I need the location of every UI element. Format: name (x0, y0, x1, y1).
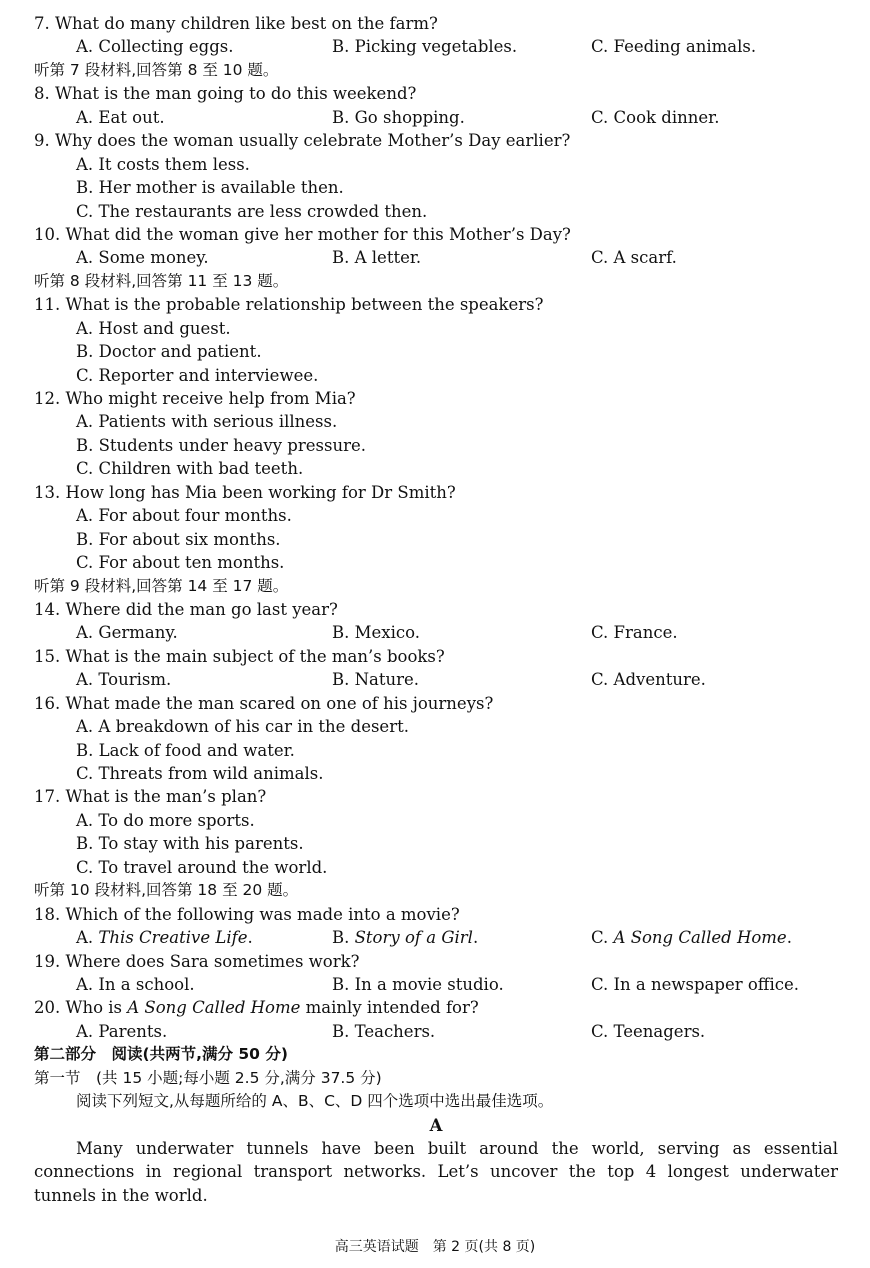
question-12: 12. Who might receive help from Mia? (34, 389, 356, 408)
option-a: A. For about four months. (76, 506, 292, 526)
option-b: B. Her mother is available then. (76, 178, 344, 198)
question-18: 18. Which of the following was made into a movie? (34, 904, 460, 924)
section-instruction-10: 听第 10 段材料,回答第 18 至 20 题。 (34, 881, 299, 900)
question-7: 7. What do many children like best on the farm? (34, 14, 438, 33)
section-instruction-9: 听第 9 段材料,回答第 14 至 17 题。 (34, 576, 289, 595)
option-b: B. To stay with his parents. (76, 834, 304, 854)
exam-page (34, 12, 838, 1207)
option-b: B. Students under heavy pressure. (76, 435, 366, 455)
option-c: C. Threats from wild animals. (76, 764, 324, 783)
option-c: C. In a newspaper office. (591, 974, 800, 994)
reading-instruction: 阅读下列短文,从每题所给的 A、B、C、D 四个选项中选出最佳选项。 (76, 1092, 554, 1111)
question-10: 10. What did the woman give her mother for this Mother’s Day? (34, 224, 571, 244)
passage-line: tunnels in the world. (34, 1185, 208, 1205)
options-20 (34, 1020, 838, 1043)
option-a: A. Collecting eggs. (76, 37, 234, 57)
option-c: C. Adventure. (591, 670, 706, 690)
passage-label: A (429, 1115, 443, 1135)
option-a: A. In a school. (76, 974, 195, 994)
option-b: B. Picking vegetables. (332, 37, 518, 57)
question-8: 8. What is the man going to do this weekend? (34, 84, 417, 104)
option-b: B. Teachers. (332, 1021, 436, 1041)
option-b: B. Story of a Girl. (332, 928, 479, 948)
question-19: 19. Where does Sara sometimes work? (34, 951, 360, 971)
question-14: 14. Where did the man go last year? (34, 599, 338, 619)
option-a: A. To do more sports. (76, 810, 255, 830)
options-7 (34, 35, 838, 58)
option-a: A. Tourism. (76, 670, 172, 690)
option-b: B. Go shopping. (332, 107, 465, 127)
options-18 (34, 926, 838, 949)
page-footer: 高三英语试题 第 2 页(共 8 页) (334, 1239, 536, 1255)
question-15: 15. What is the main subject of the man’s books? (34, 646, 445, 666)
option-c: C. The restaurants are less crowded then. (76, 201, 428, 221)
option-c: C. Teenagers. (591, 1021, 706, 1041)
option-c: C. Reporter and interviewee. (76, 365, 319, 385)
option-b: B. Doctor and patient. (76, 342, 262, 362)
passage-line: Many underwater tunnels have been built around the world, serving as essential (76, 1139, 838, 1158)
question-11: 11. What is the probable relationship between the speakers? (34, 295, 544, 315)
question-17: 17. What is the man’s plan? (34, 787, 267, 807)
option-a: A. Patients with serious illness. (76, 412, 338, 432)
option-c: C. For about ten months. (76, 553, 285, 573)
option-a: A. It costs them less. (76, 154, 250, 174)
option-c: C. A scarf. (591, 248, 677, 268)
option-a: A. Host and guest. (76, 318, 231, 338)
option-a: A. This Creative Life. (76, 928, 253, 948)
section-instruction-8: 听第 8 段材料,回答第 11 至 13 题。 (34, 271, 289, 290)
option-c: C. Children with bad teeth. (76, 459, 304, 479)
question-13: 13. How long has Mia been working for Dr Smith? (34, 482, 456, 502)
option-b: B. A letter. (332, 248, 422, 268)
options-19 (34, 973, 838, 996)
options-14 (34, 621, 838, 644)
question-20: 20. Who is A Song Called Home mainly intended for? (34, 998, 479, 1018)
option-b: B. Lack of food and water. (76, 740, 295, 760)
options-8 (34, 106, 838, 129)
options-15 (34, 668, 838, 691)
option-b: B. Mexico. (332, 623, 420, 643)
option-a: A. Germany. (76, 623, 178, 643)
section-instruction-7: 听第 7 段材料,回答第 8 至 10 题。 (34, 60, 279, 79)
option-b: B. For about six months. (76, 529, 281, 549)
option-a: A. Eat out. (76, 107, 165, 127)
question-16: 16. What made the man scared on one of his journeys? (34, 693, 494, 713)
passage-line: connections in regional transport networks. Let’s uncover the top 4 longest underwater (34, 1162, 838, 1182)
option-c: C. A Song Called Home. (591, 928, 792, 948)
option-a: A. A breakdown of his car in the desert. (76, 717, 409, 737)
option-b: B. Nature. (332, 670, 420, 690)
options-10 (34, 246, 838, 269)
question-9: 9. Why does the woman usually celebrate Mother’s Day earlier? (34, 131, 571, 151)
option-c: C. Cook dinner. (591, 107, 720, 127)
part-heading: 第二部分 阅读(共两节,满分 50 分) (34, 1045, 288, 1064)
option-c: C. To travel around the world. (76, 857, 328, 877)
option-b: B. In a movie studio. (332, 974, 504, 994)
option-c: C. France. (591, 623, 678, 643)
option-a: A. Parents. (76, 1021, 168, 1041)
option-a: A. Some money. (76, 248, 209, 268)
option-c: C. Feeding animals. (591, 37, 757, 57)
section-heading: 第一节 (共 15 小题;每小题 2.5 分,满分 37.5 分) (34, 1068, 382, 1087)
